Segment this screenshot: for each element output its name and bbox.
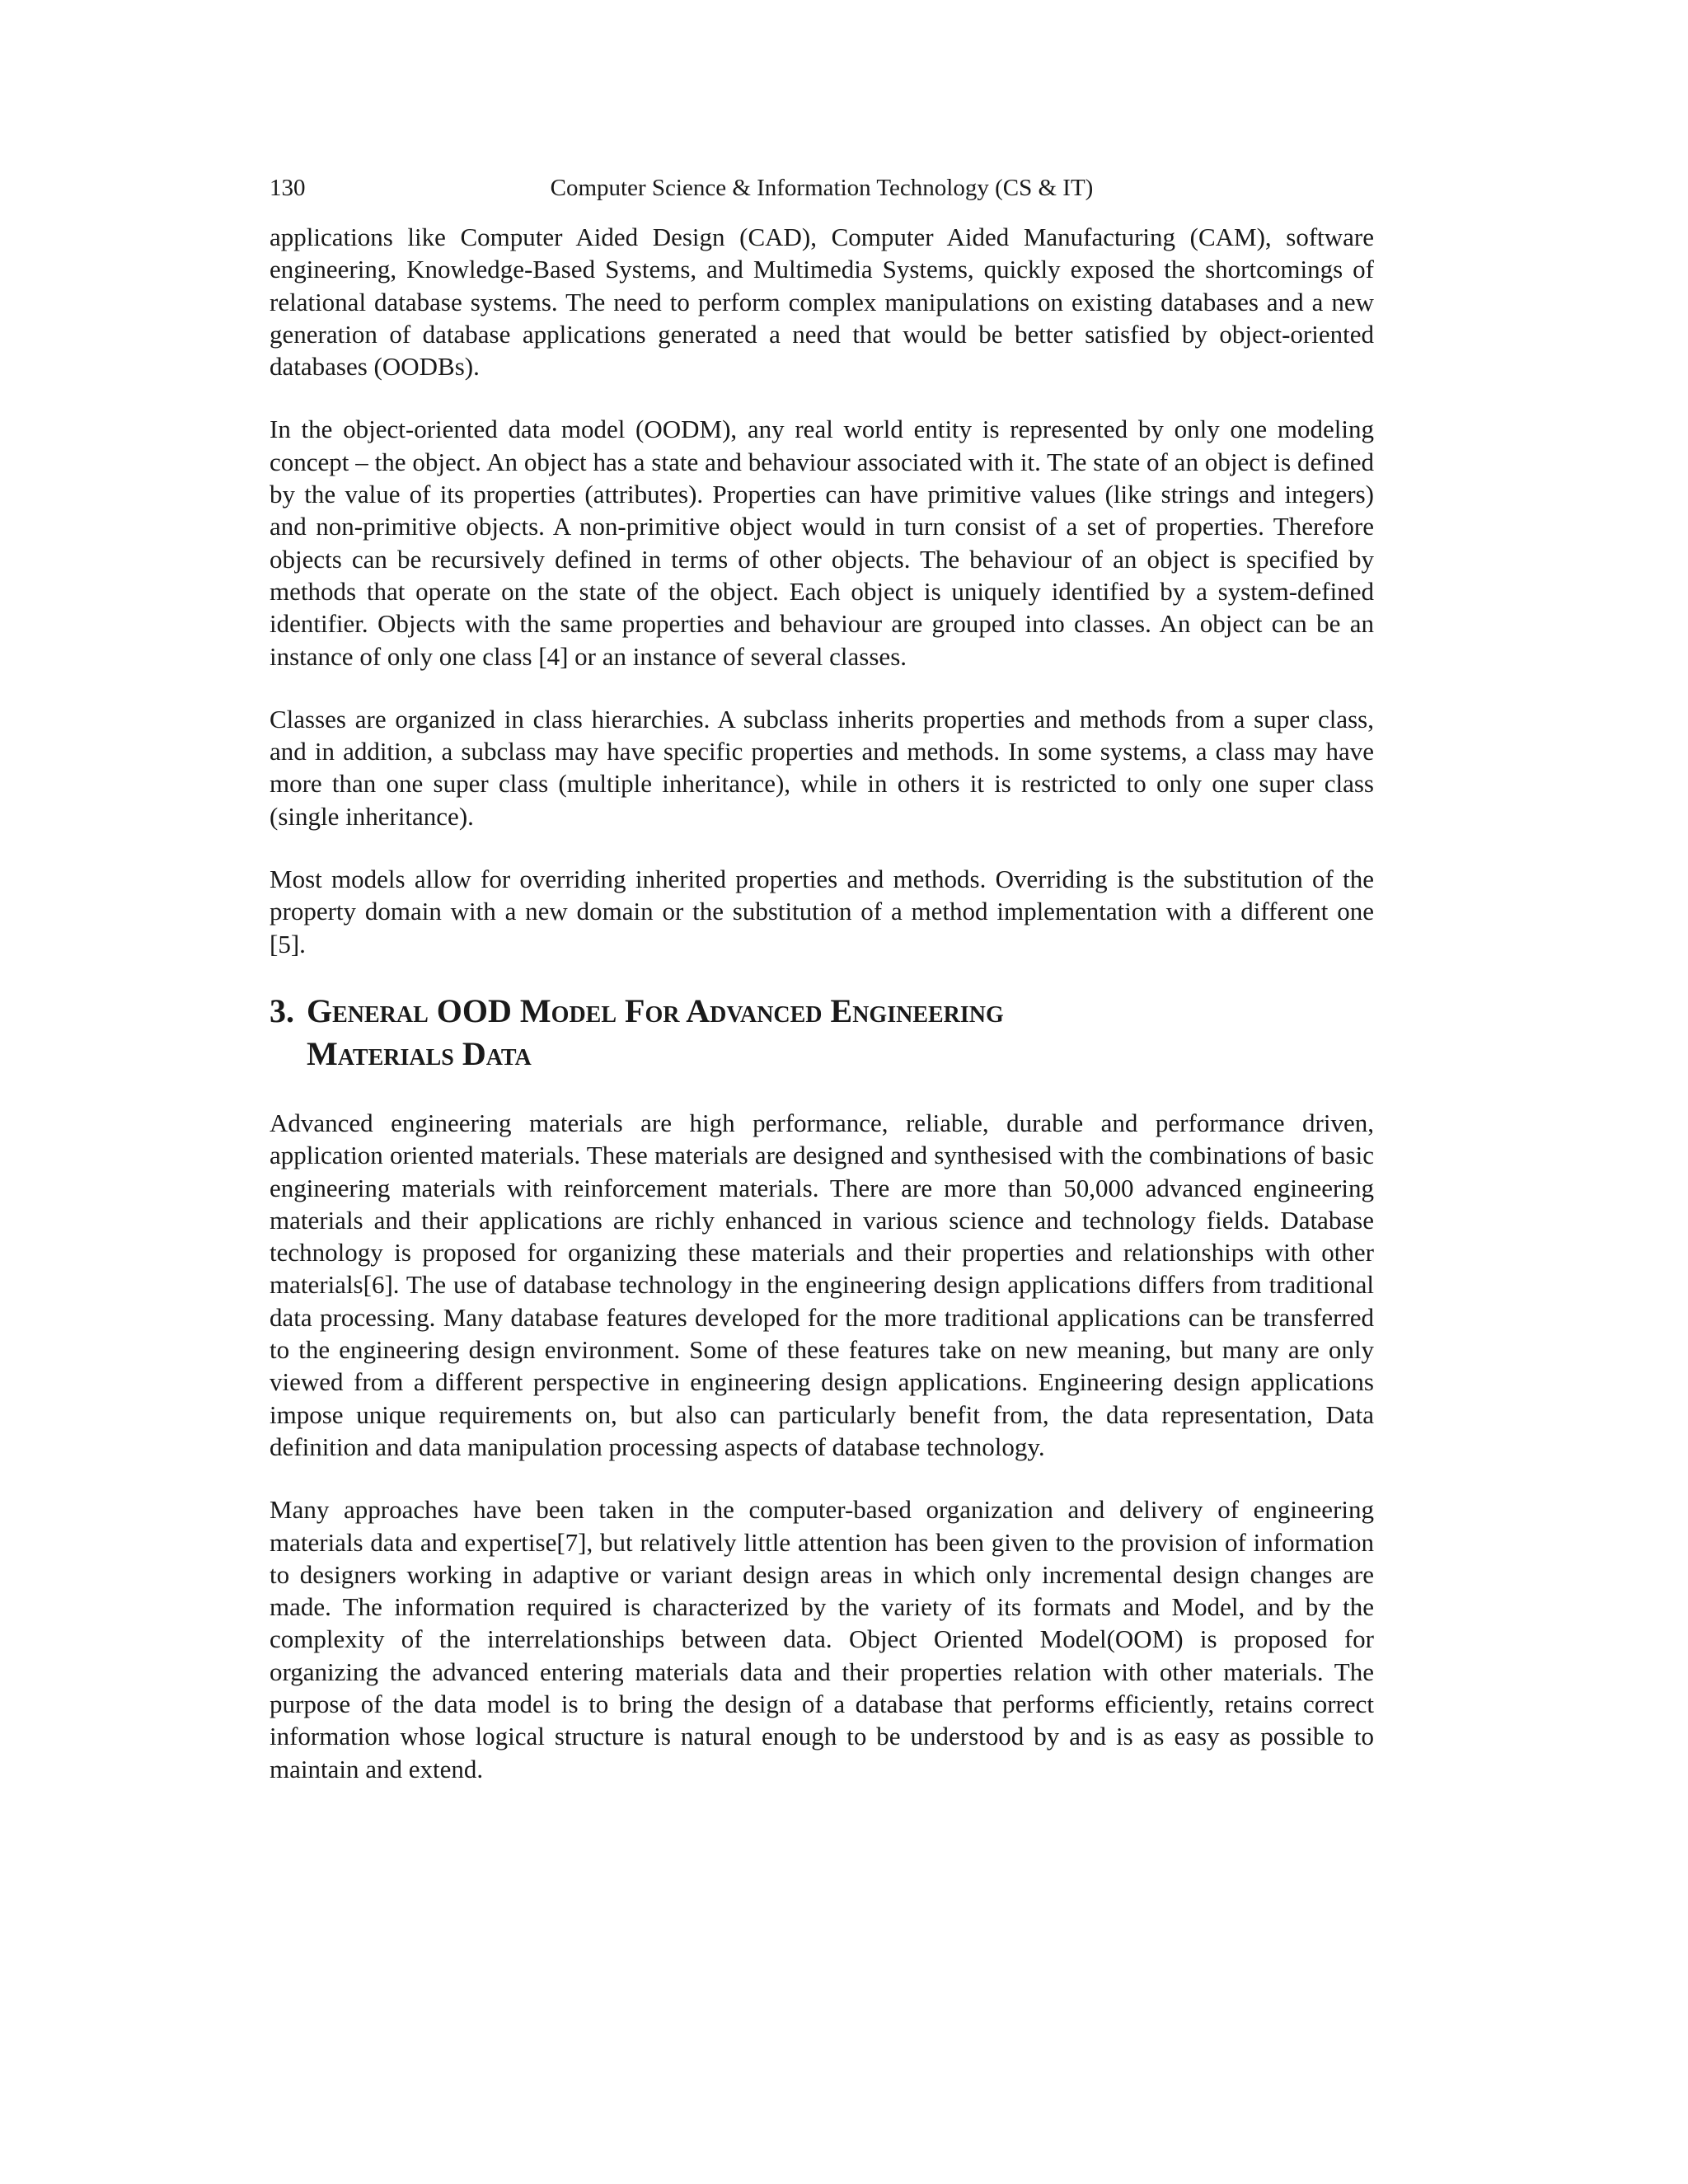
- section-title-line1: General OOD Model For Advanced Engineering: [307, 991, 1004, 1029]
- paragraph-advanced-materials: Advanced engineering materials are high performance, reliable, durable and performance driven, application oriented materials. These materials are designed and synthesised with the combinations of basic engineering materials with reinforcement materials. There are more than 50,000 advanced engineering materials and their applications are richly enhanced in various science and technology fields. Database technology is proposed for organizing these materials and their properties and relationships with other materials[6]. The use of database technology in the engineering design applications differs from traditional data processing. Many database features developed for the more traditional applications can be transferred to the engineering design environment. Some of these features take on new meaning, but many are only viewed from a different perspective in engineering design applications. Engineering design applications impose unique requirements on, but also can particularly benefit from, the data representation, Data definition and data manipulation processing aspects of database technology.: [270, 1108, 1374, 1461]
- paragraph-overriding: Most models allow for overriding inherited properties and methods. Overriding is the substitution of the property domain with a new domain or the substitution of a method implementation with a different one [5].: [270, 865, 1374, 958]
- section-number: 3.: [270, 991, 294, 1029]
- paragraph-approaches: Many approaches have been taken in the computer-based organization and delivery of engineering materials data and expertise[7], but relatively little attention has been given to the provision of information to designers working in adaptive or variant design areas in which only incremental design changes are made. The information required is characterized by the variety of its formats and Model, and by the complexity of the interrelationships between data. Object Oriented Model(OOM) is proposed for organizing the advanced entering materials data and their properties relation with other materials. The purpose of the data model is to bring the design of a database that performs efficiently, retains correct information whose logical structure is natural enough to be understood by and is as easy as possible to maintain and extend.: [270, 1495, 1374, 1783]
- body-text: [270, 221, 1374, 1785]
- journal-title: Computer Science & Information Technology (CS & IT): [550, 175, 1094, 201]
- paragraph-class-hierarchies: Classes are organized in class hierarchies. A subclass inherits properties and methods from a super class, and in addition, a subclass may have specific properties and methods. In some systems, a class may have more than one super class (multiple inheritance), while in others it is restricted to only one super class (single inheritance).: [270, 704, 1374, 831]
- paragraph-oodm-definition: In the object-oriented data model (OODM), any real world entity is represented by only one modeling concept – the object. An object has a state and behaviour associated with it. The state of an object is defined by the value of its properties (attributes). Properties can have primitive values (like strings and integers) and non-primitive objects. A non-primitive object would in turn consist of a set of properties. Therefore objects can be recursively defined in terms of other objects. The behaviour of an object is specified by methods that operate on the state of the object. Each object is uniquely identified by a system-defined identifier. Objects with the same properties and behaviour are grouped into classes. An object can be an instance of only one class [4] or an instance of several classes.: [270, 415, 1374, 671]
- section-title-line2: Materials Data: [307, 1034, 532, 1072]
- running-header: [270, 171, 1374, 204]
- page-number: 130: [270, 175, 306, 201]
- section-heading: [270, 990, 1374, 1076]
- paragraph-oodb-motivation: applications like Computer Aided Design (CAD), Computer Aided Manufacturing (CAM), software engineering, Knowledge-Based Systems, and Multimedia Systems, quickly exposed the shortcomings of relational database systems. The need to perform complex manipulations on existing databases and a new generation of database applications generated a need that would be better satisfied by object-oriented databases (OODBs).: [270, 223, 1374, 382]
